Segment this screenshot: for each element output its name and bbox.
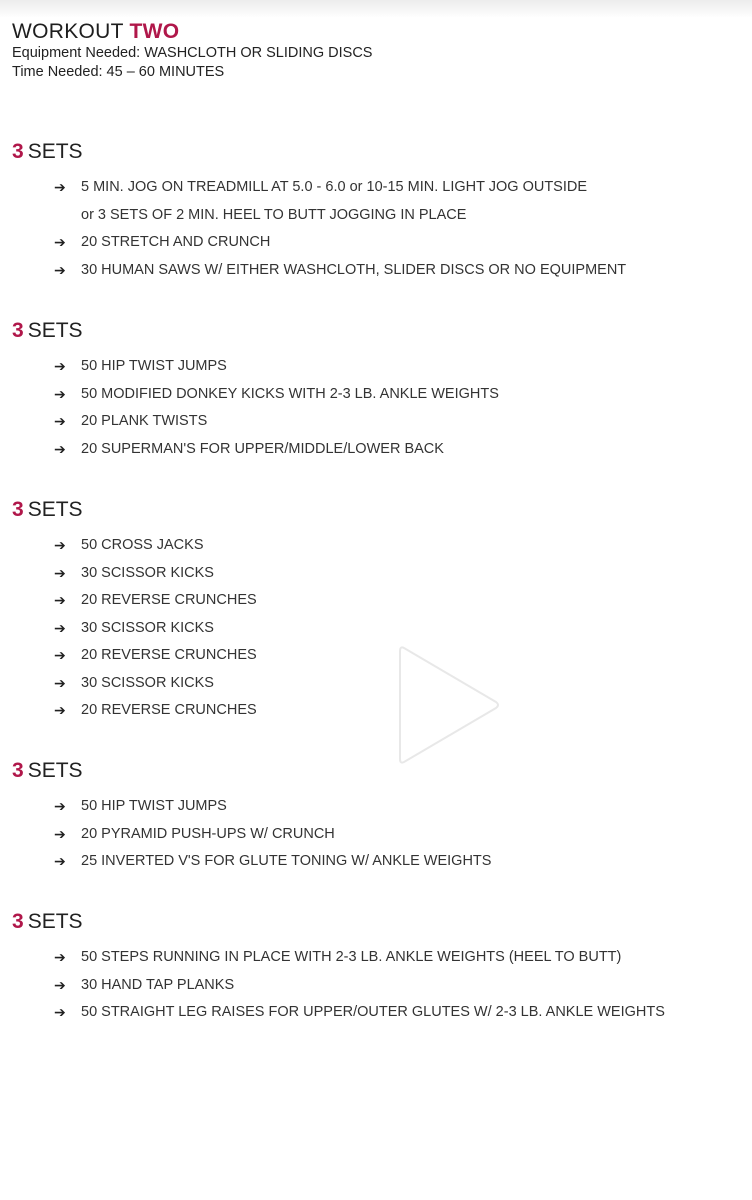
set-count: 3 — [12, 910, 24, 933]
exercise-item — [12, 560, 214, 588]
exercise-text: 5 MIN. JOG ON TREADMILL AT 5.0 - 6.0 or 10-15 MIN. LIGHT JOG OUTSIDE — [81, 179, 588, 195]
arrow-right-icon: ➔ — [54, 440, 66, 457]
exercise-text: 50 STRAIGHT LEG RAISES FOR UPPER/OUTER GLUTES W/ 2-3 LB. ANKLE WEIGHTS — [81, 1004, 665, 1020]
exercise-text: 30 HUMAN SAWS W/ EITHER WASHCLOTH, SLIDER DISCS OR NO EQUIPMENT — [81, 261, 627, 278]
exercise-text: 50 CROSS JACKS — [81, 537, 204, 553]
exercise-list — [12, 793, 492, 876]
set-label: SETS — [27, 498, 83, 521]
arrow-right-icon: ➔ — [54, 702, 66, 718]
exercise-text: 30 HAND TAP PLANKS — [81, 976, 235, 993]
exercise-text: 30 SCISSOR KICKS — [81, 674, 214, 691]
page-title — [12, 20, 372, 44]
exercise-item — [12, 532, 204, 560]
arrow-right-icon: ➔ — [54, 674, 66, 691]
exercise-item — [12, 642, 257, 670]
arrow-right-icon: ➔ — [54, 853, 66, 869]
exercise-item — [12, 670, 214, 698]
exercise-list — [12, 174, 627, 284]
title-plain: WORKOUT — [12, 20, 130, 43]
exercise-text: 20 PYRAMID PUSH-UPS W/ CRUNCH — [81, 825, 335, 842]
set-label: SETS — [27, 140, 83, 163]
set-label: SETS — [27, 910, 83, 933]
set-count: 3 — [12, 319, 24, 342]
arrow-right-icon: ➔ — [54, 949, 66, 965]
arrow-right-icon: ➔ — [54, 798, 66, 814]
exercise-text: 50 HIP TWIST JUMPS — [81, 798, 227, 814]
exercise-text: 50 HIP TWIST JUMPS — [81, 358, 227, 374]
exercise-text: 50 STEPS RUNNING IN PLACE WITH 2-3 LB. ANKLE WEIGHTS (HEEL TO BUTT) — [81, 949, 622, 965]
exercise-item — [12, 408, 208, 436]
exercise-item — [12, 697, 257, 725]
exercise-text: or 3 SETS OF 2 MIN. HEEL TO BUTT JOGGING IN PLACE — [81, 206, 467, 223]
exercise-item — [12, 353, 227, 381]
exercise-text: 20 REVERSE CRUNCHES — [81, 647, 257, 663]
set-block — [12, 319, 499, 463]
exercise-item — [12, 202, 467, 230]
set-label: SETS — [27, 319, 83, 342]
set-heading — [12, 910, 83, 934]
exercise-item — [12, 615, 214, 643]
exercise-text: 50 MODIFIED DONKEY KICKS WITH 2-3 LB. ANKLE WEIGHTS — [81, 385, 499, 402]
arrow-right-icon: ➔ — [54, 564, 66, 581]
exercise-item — [12, 257, 627, 285]
exercise-text: 20 STRETCH AND CRUNCH — [81, 234, 271, 250]
arrow-right-icon: ➔ — [54, 976, 66, 993]
set-block — [12, 910, 665, 1027]
set-heading — [12, 498, 83, 522]
arrow-right-icon: ➔ — [54, 647, 66, 663]
exercise-item — [12, 821, 335, 849]
exercise-list — [12, 532, 257, 725]
arrow-right-icon: ➔ — [54, 179, 66, 195]
arrow-right-icon: ➔ — [54, 619, 66, 636]
set-count: 3 — [12, 140, 24, 163]
set-label: SETS — [27, 759, 83, 782]
exercise-item — [12, 972, 235, 1000]
set-count: 3 — [12, 498, 24, 521]
exercise-text: 20 REVERSE CRUNCHES — [81, 592, 257, 608]
exercise-item — [12, 848, 492, 876]
exercise-text: 20 SUPERMAN'S FOR UPPER/MIDDLE/LOWER BACK — [81, 440, 444, 457]
set-block — [12, 498, 257, 725]
arrow-right-icon: ➔ — [54, 358, 66, 374]
workout-header — [12, 20, 372, 82]
exercise-item — [12, 587, 257, 615]
set-block — [12, 140, 627, 284]
set-count: 3 — [12, 759, 24, 782]
exercise-text: 20 PLANK TWISTS — [81, 413, 208, 429]
play-icon[interactable] — [396, 640, 506, 770]
arrow-right-icon: ➔ — [54, 234, 66, 250]
exercise-item — [12, 436, 444, 464]
exercise-list — [12, 944, 665, 1027]
exercise-list — [12, 353, 499, 463]
exercise-text: 30 SCISSOR KICKS — [81, 564, 214, 581]
exercise-text: 20 REVERSE CRUNCHES — [81, 702, 257, 718]
exercise-item — [12, 229, 271, 257]
top-bar-fade — [0, 0, 752, 18]
arrow-right-icon: ➔ — [54, 825, 66, 842]
arrow-right-icon: ➔ — [54, 1004, 66, 1020]
time-needed: Time Needed: 45 – 60 MINUTES — [12, 64, 225, 80]
exercise-item — [12, 944, 622, 972]
exercise-text: 30 SCISSOR KICKS — [81, 619, 214, 636]
equipment-needed: Equipment Needed: WASHCLOTH OR SLIDING DISCS — [12, 45, 373, 61]
arrow-right-icon: ➔ — [54, 261, 66, 278]
arrow-right-icon: ➔ — [54, 537, 66, 553]
exercise-item — [12, 174, 588, 202]
set-block — [12, 759, 492, 876]
set-heading — [12, 140, 83, 164]
arrow-right-icon: ➔ — [54, 413, 66, 429]
set-heading — [12, 759, 83, 783]
title-accent: TWO — [129, 20, 180, 43]
exercise-item — [12, 999, 665, 1027]
arrow-right-icon: ➔ — [54, 592, 66, 608]
set-heading — [12, 319, 83, 343]
exercise-text: 25 INVERTED V'S FOR GLUTE TONING W/ ANKLE WEIGHTS — [81, 853, 492, 869]
exercise-item — [12, 793, 227, 821]
arrow-right-icon: ➔ — [54, 385, 66, 402]
exercise-item — [12, 381, 499, 409]
